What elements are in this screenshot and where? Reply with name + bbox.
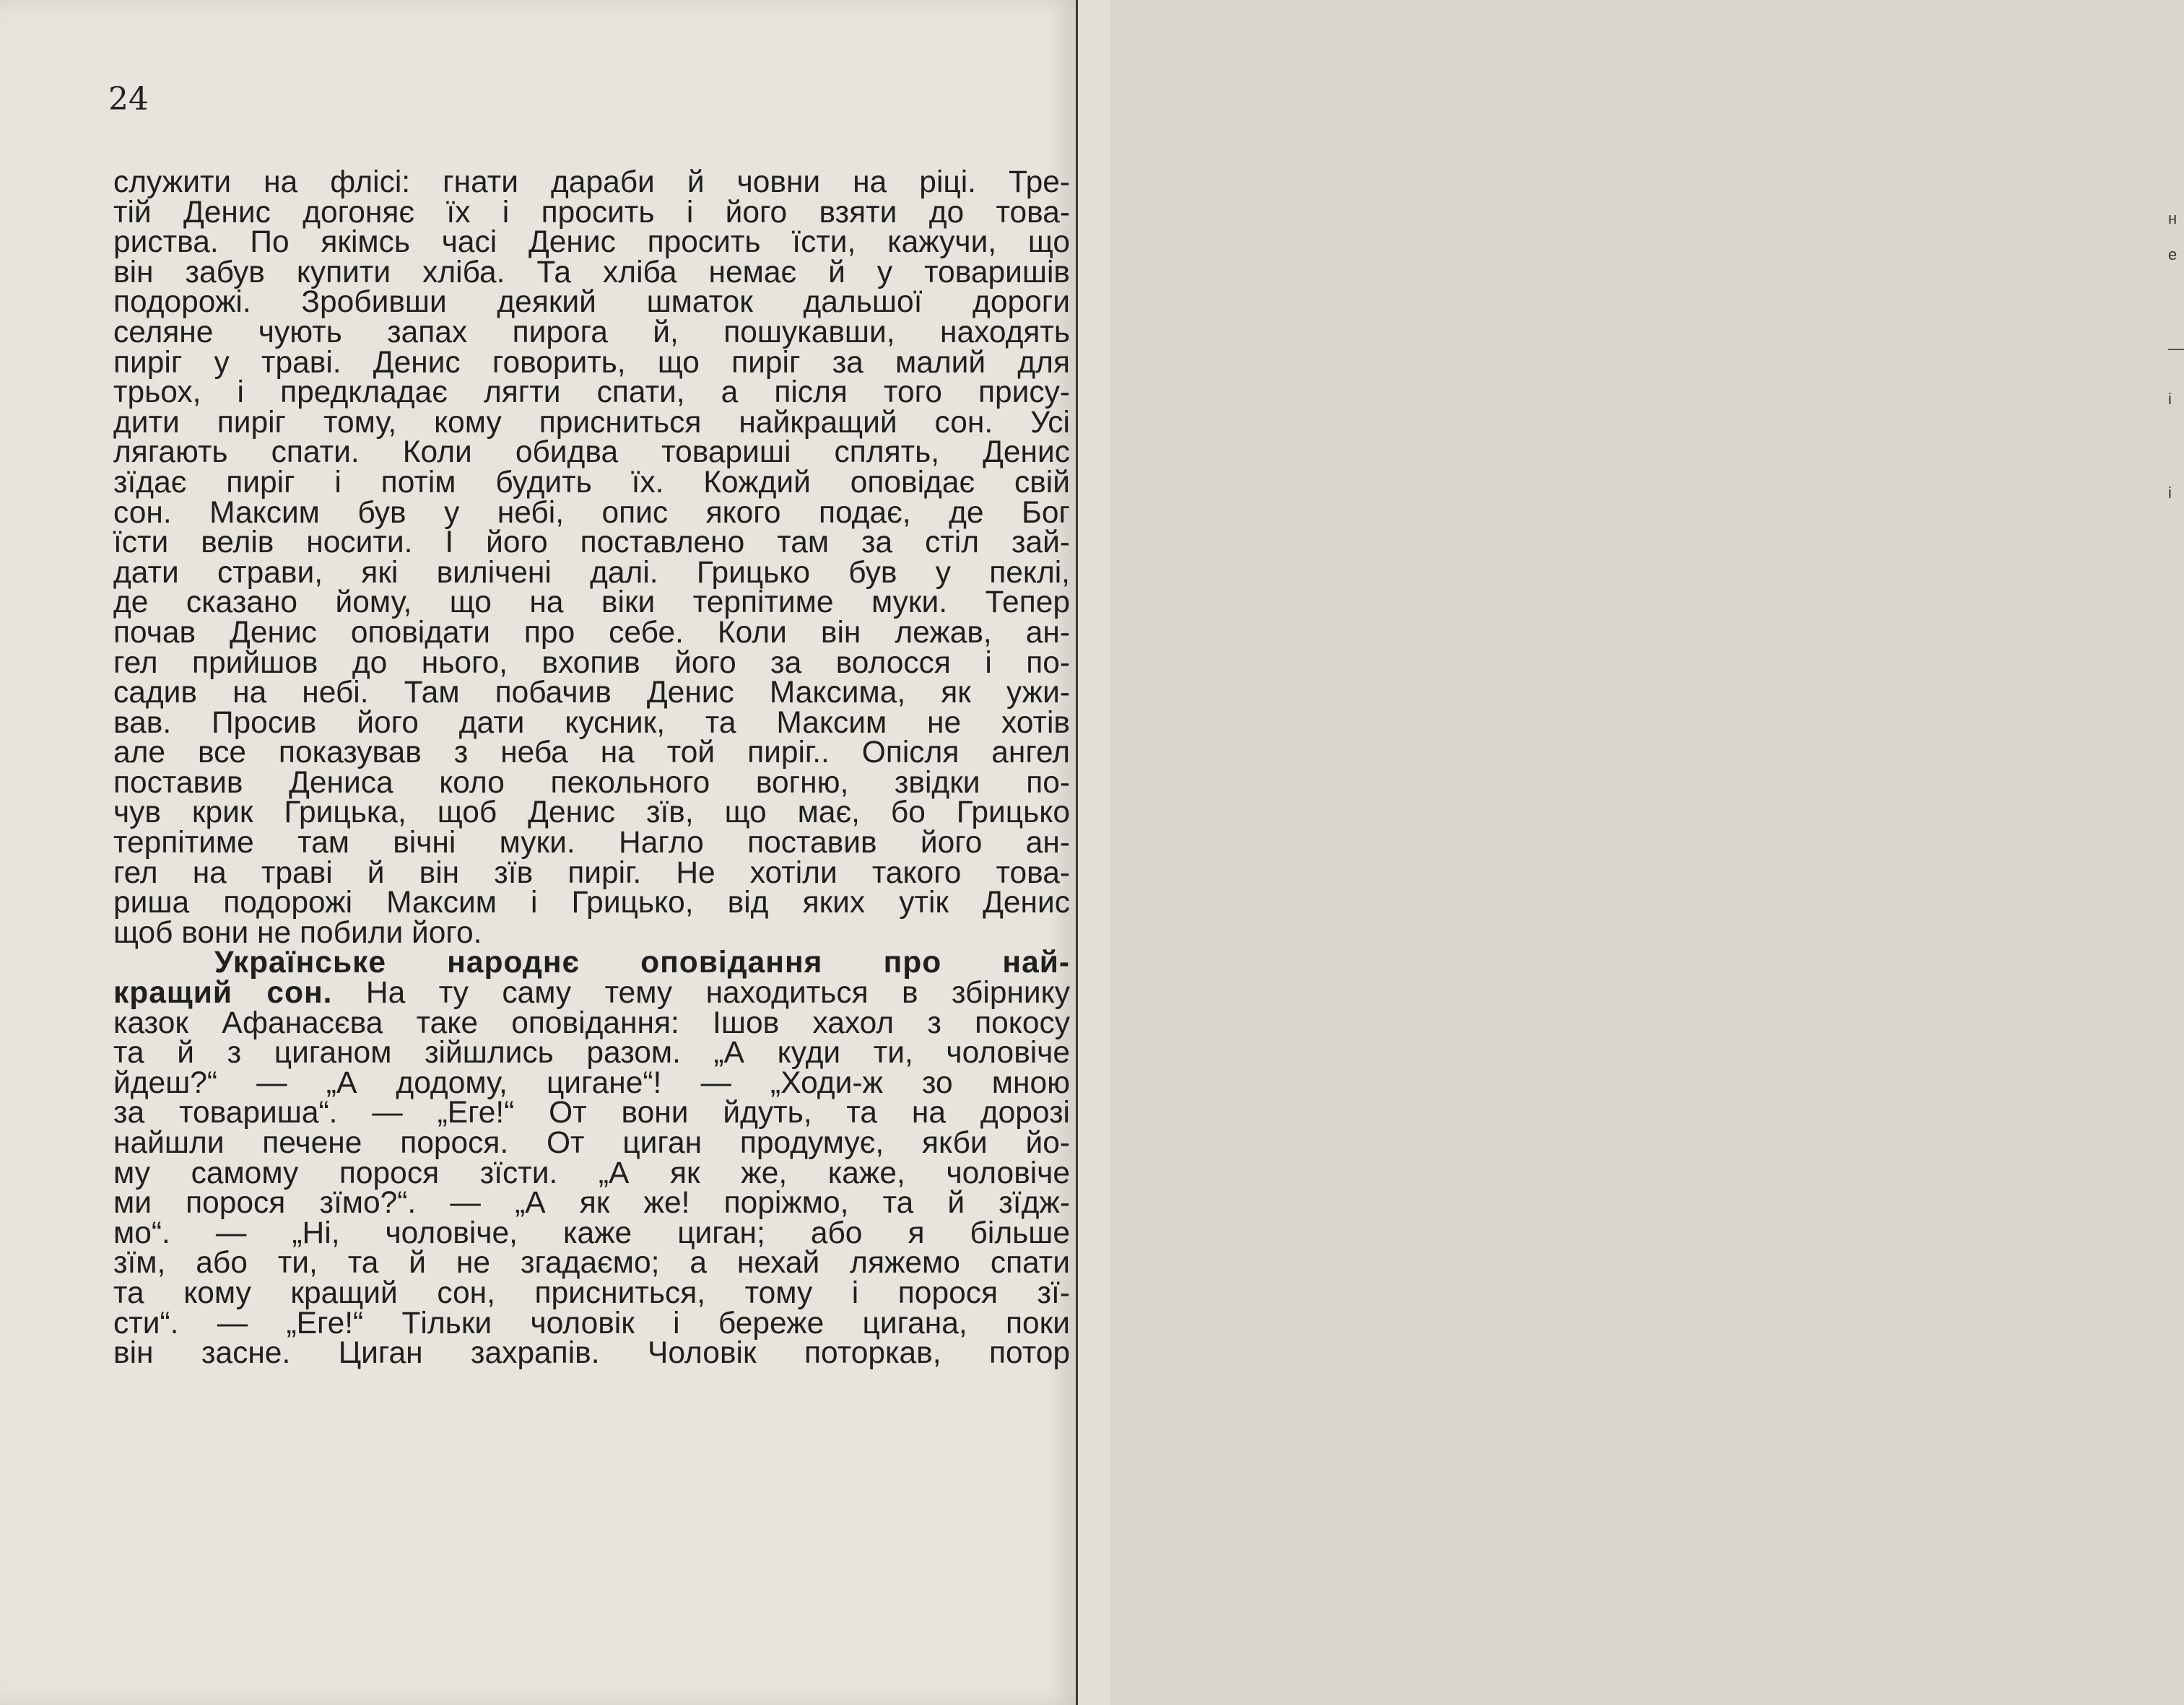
paragraph-2-line: за товариша“. — „Еге!“ От вони йдуть, та на дорозі [113, 1096, 1070, 1130]
paragraph-1-line: садив на небі. Там побачив Денис Максима, як ужи- [113, 676, 1070, 710]
paragraph-1-line: тій Денис догоняє їх і просить і його взяти до това- [113, 195, 1070, 230]
page-number: 24 [108, 81, 149, 118]
paragraph-1-line: гел на траві й він зїв пиріг. Не хотіли такого това- [113, 855, 1070, 890]
paragraph-2-line: він засне. Циган захрапів. Чоловік поторкав, потор [113, 1336, 1070, 1371]
paragraph-1-line: сон. Максим був у небі, опис якого подає, де Бог [113, 495, 1070, 530]
paragraph-1-line: пиріг у траві. Денис говорить, що пиріг за малий для [113, 345, 1070, 380]
adjacent-page-edge [1076, 0, 2184, 1705]
adjacent-page-letter: н [2168, 209, 2178, 227]
paragraph-1-line: він забув купити хліба. Та хліба немає й у товаришів [113, 255, 1070, 289]
paragraph-2 [113, 946, 1070, 1371]
paragraph-2-line: найшли печене порося. От циган продумує, якби йо- [113, 1126, 1070, 1160]
adjacent-page-letter: і [2168, 484, 2172, 502]
paragraph-2-line: зїм, або ти, та й не згадаємо; а нехай ляжемо спати [113, 1246, 1070, 1281]
paragraph-2-heading-line [113, 948, 1070, 978]
paragraph-2-line: та й з циганом зійшлись разом. „А куди ти, чоловіче [113, 1036, 1070, 1070]
paragraph-1-line: дати страви, які вилічені далі. Грицько був у пеклі, [113, 555, 1070, 590]
paragraph-2-line: казок Афанасєва таке оповідання: Ішов хахол з покосу [113, 1006, 1070, 1040]
paragraph-1-line: поставив Дениса коло пекольного вогню, звідки по- [113, 765, 1070, 800]
paragraph-1-line: де сказано йому, що на віки терпітиме муки. Тепер [113, 585, 1070, 620]
paragraph-1-line: селяне чують запах пирога й, пошукавши, находять [113, 315, 1070, 349]
paragraph-2-line [113, 976, 1070, 1011]
paragraph-2-lines [113, 1008, 1070, 1369]
paragraph-1-line: подорожі. Зробивши деякий шматок дальшої дороги [113, 285, 1070, 320]
story-title-part2: кращий сон. [113, 976, 333, 1011]
paragraph-2-line: ми порося зїмо?“. — „А як же! поріжмо, та й зїдж- [113, 1186, 1070, 1221]
paragraph-1-line: служити на флісі: гнати дараби й човни на ріці. Тре- [113, 165, 1070, 199]
story-title-part1: Українське народнє оповідання про най- [214, 946, 1070, 980]
paragraph-1 [113, 167, 1070, 948]
adjacent-page-letter: і [2168, 390, 2172, 408]
paragraph-1-line: риша подорожі Максим і Грицько, від яких утік Денис [113, 886, 1070, 920]
paragraph-1-line: їсти велів носити. І його поставлено там за стіл зай- [113, 526, 1070, 560]
paragraph-1-line: почав Денис оповідати про себе. Коли він лежав, ан- [113, 615, 1070, 650]
paragraph-1-line: терпітиме там вічні муки. Нагло поставив його ан- [113, 826, 1070, 860]
adjacent-page-letter: — [2168, 339, 2184, 357]
paragraph-2-line: та кому кращий сон, присниться, тому і порося зї- [113, 1276, 1070, 1310]
paragraph-2-heading-rest: На ту саму тему находиться в збірнику [332, 976, 1070, 1011]
paragraph-1-line: трьох, і предкладає лягти спати, а після того прису- [113, 375, 1070, 410]
paragraph-1-line: гел прийшов до нього, вхопив його за волосся і по- [113, 645, 1070, 680]
book-page [0, 0, 1076, 1705]
paragraph-1-line: чув крик Грицька, щоб Денис зїв, що має, бо Грицько [113, 795, 1070, 830]
body-text [113, 167, 1070, 1369]
paragraph-1-line: дити пиріг тому, кому присниться найкращий сон. Усі [113, 405, 1070, 440]
paragraph-2-line: му самому порося зїсти. „А як же, каже, чоловіче [113, 1156, 1070, 1190]
paragraph-1-line: лягають спати. Коли обидва товариші сплять, Денис [113, 435, 1070, 470]
paragraph-1-line: вав. Просив його дати кусник, та Максим не хотів [113, 705, 1070, 740]
adjacent-page-letter: е [2168, 245, 2178, 263]
paragraph-2-line: йдеш?“ — „А додому, цигане“! — „Ходи-ж зо мною [113, 1065, 1070, 1100]
paragraph-1-line: зїдає пиріг і потім будить їх. Кождий оповідає свій [113, 465, 1070, 500]
paragraph-1-line: риства. По якімсь часі Денис просить їсти, кажучи, що [113, 225, 1070, 260]
paragraph-1-line: але все показував з неба на той пиріг.. Опісля ангел [113, 736, 1070, 770]
paragraph-2-line: мо“. — „Ні, чоловіче, каже циган; або я більше [113, 1216, 1070, 1250]
paragraph-1-line: щоб вони не побили його. [113, 915, 482, 950]
paragraph-2-line: сти“. — „Еге!“ Тільки чоловік і береже цигана, поки [113, 1306, 1070, 1340]
